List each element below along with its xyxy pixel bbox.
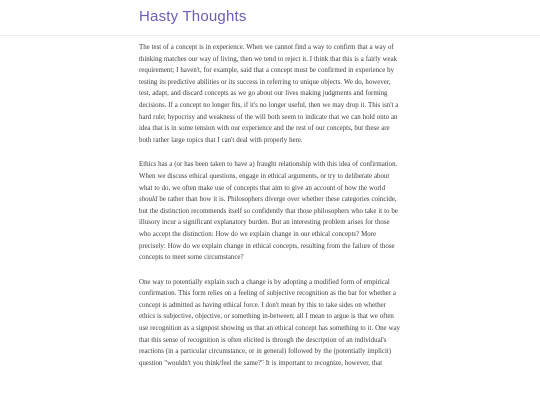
- article-body: [139, 42, 403, 382]
- paragraph-2-emphasis: should: [139, 196, 158, 204]
- article-paragraph-1: The test of a concept is in experience. When we cannot find a way to confirm that a way of thinking matches our way of living, then we tend to reject it. I think that this is a fairly weak requirement; I haven't, for example, said that a concept must be confirmed in experience by testing its predictive abilities or its success in referring to unique objects. We do, however, test, adapt, and discard concepts as we go about our lives making judgments and forming decisions. If a concept no longer fits, if it's no longer useful, then we may drop it. This isn't a hard rule; hypocrisy and weakness of the will both seem to indicate that we can hold onto an idea that is in some tension with our experience and the rest of our concepts, but these are both rather large topics that I can't deal with properly here.: [139, 44, 399, 144]
- article-paragraph-3: One way to potentially explain such a change is by adopting a modified form of empirical confirmation. This form relies on a feeling of subjective recognition as the bar for whether a concept is admitted as having ethical force. I don't mean by this to take sides on whether ethics is subjective, objective, or something in-between; all I mean to argue is that we often use recognition as a signpost showing us that an ethical concept has something to it. One way that this sense of recognition is often elicited is through the description of an individual's reactions (in a particular circumstance, or in general) followed by the (potentially implicit) question "wouldn't you think/feel the same?" It is important to recognize, however, that: [139, 278, 400, 367]
- paragraph-2-text-b: be rather than how it is. Philosophers diverge over whether these categories coincide, but the distinction recommends itself so confidently that those philosophers who take it to be illusory incur a significant explanatory burden. But an interesting problem arises for those who accept the distinction: How do we explain change in our ethical concepts? More precisely: How do we explain change in ethical concepts, resulting from the failure of those concepts to meet some circumstance?: [139, 196, 398, 262]
- site-header: [0, 0, 540, 36]
- article-paragraph-2: [139, 159, 403, 263]
- paragraph-2-text-a: Ethics has a (or has been taken to have a) fraught relationship with this idea of confirmation. When we discuss ethical questions, engage in ethical arguments, or try to deliberate about what to do, we often make use of concepts that aim to give an account of how the world: [139, 161, 398, 192]
- site-title-link[interactable]: Hasty Thoughts: [139, 8, 247, 25]
